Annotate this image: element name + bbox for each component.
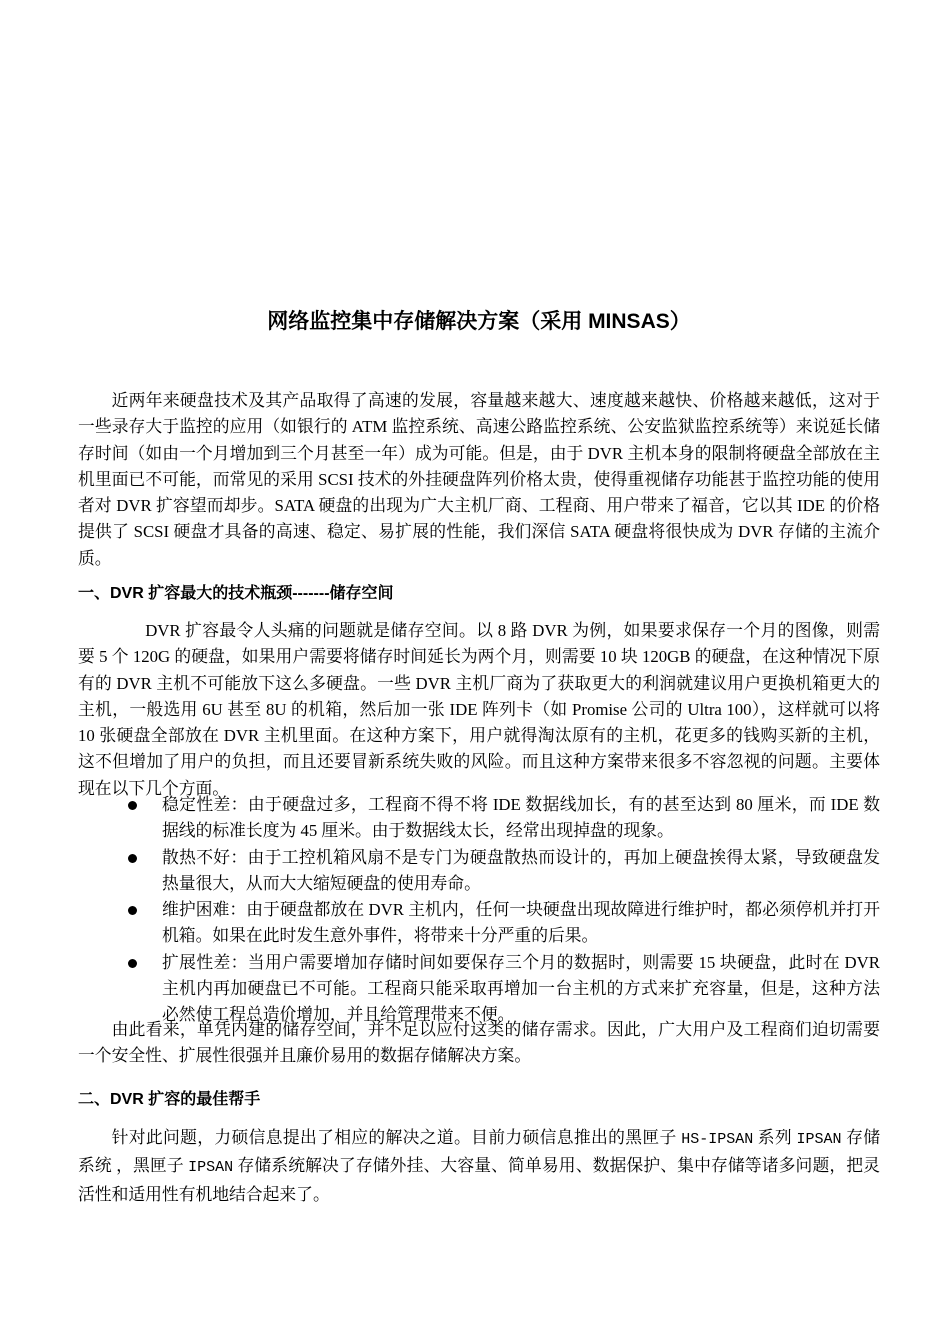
list-item bbox=[78, 845, 880, 898]
list-item-text: 扩展性差：当用户需要增加存储时间如要保存三个月的数据时，则需要 15 块硬盘，此时在 DVR 主机内再加硬盘已不可能。工程商只能采取再增加一台主机的方式来扩充容量，但是，这种方法必然使工程总造价增加，并且给管理带来不便。 bbox=[162, 952, 880, 1025]
list-item bbox=[78, 792, 880, 845]
section2-text-part3: 存储系统 ，黑匣子 bbox=[78, 1128, 880, 1176]
list-item bbox=[78, 897, 880, 950]
bullet-icon bbox=[128, 906, 137, 915]
list-item-text: 散热不好：由于工控机箱风扇不是专门为硬盘散热而设计的，再加上硬盘挨得太紧，导致硬盘发热量很大，从而大大缩短硬盘的使用寿命。 bbox=[162, 847, 880, 893]
bullet-icon bbox=[128, 801, 137, 810]
list-item-text: 维护困难：由于硬盘都放在 DVR 主机内，任何一块硬盘出现故障进行维护时，都必须停机并打开机箱。如果在此时发生意外事件，将带来十分严重的后果。 bbox=[162, 900, 880, 946]
section2-code-ipsan-1: IPSAN bbox=[796, 1131, 842, 1148]
section1-paragraph: DVR 扩容最令人头痛的问题就是储存空间。以 8 路 DVR 为例，如果要求保存一个月的图像，则需要 5 个 120G 的硬盘，如果用户需要将储存时间延长为两个月，则需要 10 块 120GB 的硬盘，在这种情况下原有的 DVR 主机不可能放下这么多硬盘。一些 DVR 主机厂商为了获取更大的利润就建议用户更换机箱更大的主机，一般选用 6U 甚至 8U 的机箱，然后加一张 IDE 阵列卡（如 Promise 公司的 Ultra 100），这样就可以将 10 张硬盘全部放在 DVR 主机里面。在这种方案下，用户就得淘汰原有的主机，花更多的钱购买新的主机，这不但增加了用户的负担，而且还要冒新系统失败的风险。而且这种方案带来很多不容忽视的问题。主要体现在以下几个方面。 bbox=[78, 621, 880, 798]
bullet-icon bbox=[128, 959, 137, 968]
section2-text-part4: 存储系统解决了存储外挂、大容量、简单易用、数据保护、集中存储等诸多问题，把灵活性和适用性有机地结合起来了。 bbox=[78, 1156, 880, 1204]
bullet-icon bbox=[128, 854, 137, 863]
intro-paragraph: 近两年来硬盘技术及其产品取得了高速的发展，容量越来越大、速度越来越快、价格越来越低，这对于一些录存大于监控的应用（如银行的 ATM 监控系统、高速公路监控系统、公安监狱监控系统等）来说延长储存时间（如由一个月增加到三个月甚至一年）成为可能。但是，由于 DVR 主机本身的限制将硬盘全部放在主机里面已不可能，而常见的采用 SCSI 技术的外挂硬盘阵列价格太贵，使得重视储存功能甚于监控功能的使用者对 DVR 扩容望而却步。SATA 硬盘的出现为广大主机厂商、工程商、用户带来了福音，它以其 IDE 的价格提供了 SCSI 硬盘才具备的高速、稳定、易扩展的性能，我们深信 SATA 硬盘将很快成为 DVR 存储的主流介质。 bbox=[78, 391, 880, 568]
document-title: 网络监控集中存储解决方案（采用 MINSAS） bbox=[267, 310, 691, 333]
problem-list bbox=[78, 792, 880, 1029]
section2-paragraph bbox=[78, 1125, 880, 1208]
list-item-text: 稳定性差：由于硬盘过多，工程商不得不将 IDE 数据线加长，有的甚至达到 80 厘米，而 IDE 数据线的标准长度为 45 厘米。由于数据线太长，经常出现掉盘的现象。 bbox=[162, 795, 880, 841]
section2-text-part2: 系列 bbox=[753, 1128, 797, 1147]
section2-code-hs-ipsan: HS-IPSAN bbox=[681, 1131, 754, 1148]
section2-text-part1: 针对此问题，力硕信息提出了相应的解决之道。目前力硕信息推出的黑匣子 bbox=[111, 1128, 682, 1147]
section1-conclusion: 由此看来，单凭内建的储存空间，并不足以应付这类的储存需求。因此，广大用户及工程商们迫切需要一个安全性、扩展性很强并且廉价易用的数据存储解决方案。 bbox=[78, 1020, 880, 1066]
section2-code-ipsan-2: IPSAN bbox=[188, 1159, 234, 1177]
section1-heading: 一、DVR 扩容最大的技术瓶颈-------储存空间 bbox=[78, 585, 394, 602]
section2-heading: 二、DVR 扩容的最佳帮手 bbox=[78, 1091, 261, 1108]
